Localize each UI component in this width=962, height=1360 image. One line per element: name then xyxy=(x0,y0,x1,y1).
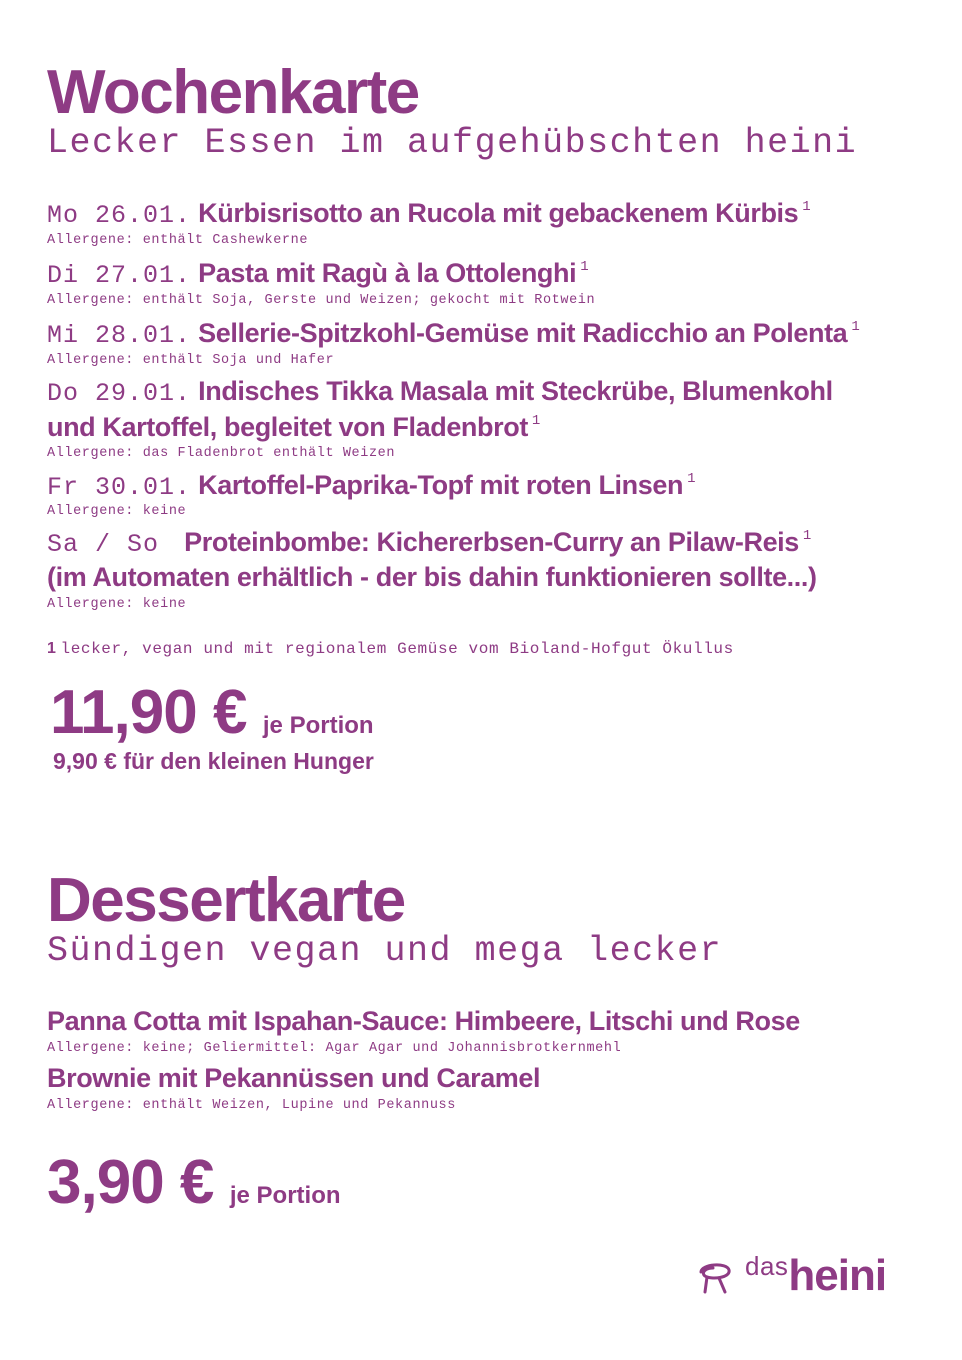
allergen-info: Allergene: enthält Soja und Hafer xyxy=(47,353,335,368)
footnote-marker: 1 xyxy=(851,319,860,335)
footnote-text: lecker, vegan und mit regionalem Gemüse vom Bioland-Hofgut Ökullus xyxy=(60,640,734,658)
menu-item-thursday-continued xyxy=(47,414,540,441)
allergen-info: Allergene: enthält Soja, Gerste und Weizen; gekocht mit Rotwein xyxy=(47,293,596,308)
dessert-price-unit: je Portion xyxy=(229,1182,341,1209)
allergen-info: Allergene: keine; Geliermittel: Agar Agar und Johannisbrotkernmehl xyxy=(47,1041,622,1056)
logo-heini: heini xyxy=(788,1251,887,1300)
menu-item-thursday xyxy=(47,378,833,406)
dish-name: und Kartoffel, begleitet von Fladenbrot xyxy=(47,412,528,442)
menu-item-wednesday xyxy=(47,320,859,348)
dish-name: Kürbisrisotto an Rucola mit gebackenem Kürbis xyxy=(198,198,799,228)
weekly-title: Wochenkarte xyxy=(47,58,419,127)
dish-name: Indisches Tikka Masala mit Steckrübe, Blumenkohl xyxy=(198,376,833,406)
menu-item-weekend-continued xyxy=(47,564,817,591)
footnote-marker: 1 xyxy=(687,471,696,487)
allergen-info: Allergene: das Fladenbrot enthält Weizen xyxy=(47,446,396,461)
allergen-info: Allergene: keine xyxy=(47,597,187,612)
menu-item-monday xyxy=(47,200,810,228)
weekly-price-unit: je Portion xyxy=(262,712,374,739)
footnote-marker: 1 xyxy=(580,259,589,275)
weekly-price-block xyxy=(50,678,374,747)
dessert-item xyxy=(47,1065,540,1092)
weekly-subtitle: Lecker Essen im aufgehübschten heini xyxy=(47,123,858,163)
dessert-item xyxy=(47,1008,800,1035)
menu-item-tuesday xyxy=(47,260,588,288)
dessert-name: Panna Cotta mit Ispahan-Sauce: Himbeere, Litschi und Rose xyxy=(47,1006,800,1036)
heini-logo-icon xyxy=(693,1258,735,1296)
dessert-subtitle: Sündigen vegan und mega lecker xyxy=(47,931,723,971)
dish-name: (im Automaten erhältlich - der bis dahin funktionieren sollte...) xyxy=(47,562,817,592)
dessert-title: Dessertkarte xyxy=(47,866,405,935)
allergen-info: Allergene: enthält Cashewkerne xyxy=(47,233,309,248)
dessert-price: 3,90 € xyxy=(47,1148,214,1217)
footnote-marker: 1 xyxy=(802,528,811,544)
footnote-number: 1 xyxy=(47,640,57,657)
weekly-price-small: 9,90 € für den kleinen Hunger xyxy=(53,748,374,774)
day-label: Fr 30.01. xyxy=(47,473,192,502)
dessert-name: Brownie mit Pekannüssen und Caramel xyxy=(47,1063,541,1093)
heini-logo xyxy=(693,1252,886,1298)
allergen-info: Allergene: enthält Weizen, Lupine und Pekannuss xyxy=(47,1098,456,1113)
menu-item-friday xyxy=(47,472,695,500)
dish-name: Pasta mit Ragù à la Ottolenghi xyxy=(198,258,577,288)
allergen-info: Allergene: keine xyxy=(47,504,187,519)
dish-name: Proteinbombe: Kichererbsen-Curry an Pilaw-Reis xyxy=(184,527,799,557)
day-label: Mi 28.01. xyxy=(47,321,192,350)
menu-item-weekend xyxy=(47,529,811,557)
footnote-marker: 1 xyxy=(531,413,540,429)
dish-name: Sellerie-Spitzkohl-Gemüse mit Radicchio an Polenta xyxy=(198,318,848,348)
day-label: Do 29.01. xyxy=(47,379,192,408)
footnote xyxy=(47,641,734,657)
weekly-price: 11,90 € xyxy=(50,678,247,747)
dish-name: Kartoffel-Paprika-Topf mit roten Linsen xyxy=(198,470,684,500)
day-label: Di 27.01. xyxy=(47,261,192,290)
day-label: Mo 26.01. xyxy=(47,201,192,230)
day-label: Sa / So xyxy=(47,530,160,559)
footnote-marker: 1 xyxy=(802,199,811,215)
dessert-price-block xyxy=(47,1148,341,1217)
logo-das: das xyxy=(745,1251,789,1281)
